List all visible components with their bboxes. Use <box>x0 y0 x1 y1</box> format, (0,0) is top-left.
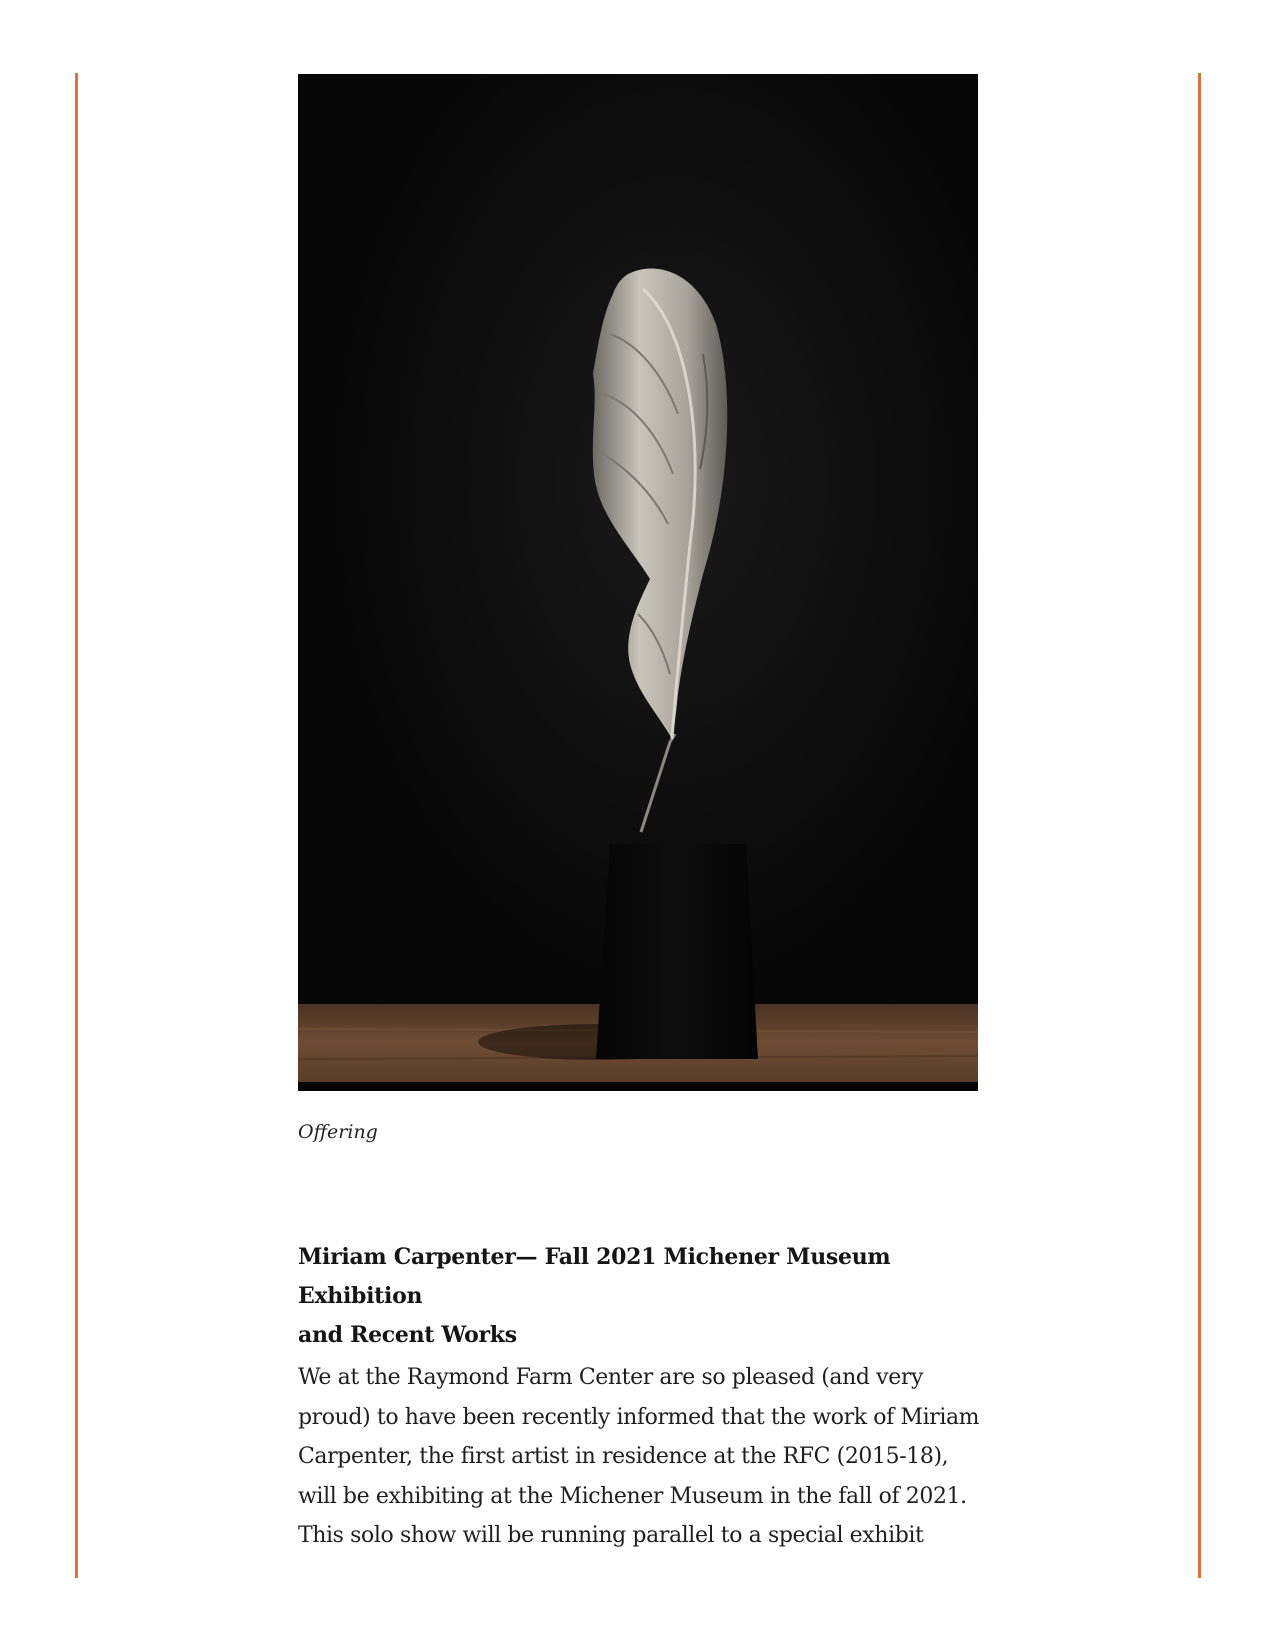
article-body <box>298 1358 988 1556</box>
body-line: Carpenter, the first artist in residence at the RFC (2015-18), <box>298 1444 949 1469</box>
body-line: This solo show will be running parallel to a special exhibit <box>298 1523 924 1548</box>
left-border-rule <box>75 73 78 1578</box>
heading-line: Miriam Carpenter— Fall 2021 Michener Museum Exhibition <box>298 1244 891 1309</box>
article-heading <box>298 1238 988 1355</box>
sculpture-photo <box>298 74 978 1091</box>
body-line: proud) to have been recently informed that the work of Miriam <box>298 1404 980 1430</box>
feather-sculpture-image <box>298 74 978 1091</box>
right-border-rule <box>1198 73 1201 1578</box>
photo-caption: Offering <box>298 1121 378 1143</box>
body-line: will be exhibiting at the Michener Museum in the fall of 2021. <box>298 1483 967 1509</box>
heading-line: and Recent Works <box>298 1322 517 1348</box>
body-line: We at the Raymond Farm Center are so pleased (and very <box>298 1365 923 1390</box>
